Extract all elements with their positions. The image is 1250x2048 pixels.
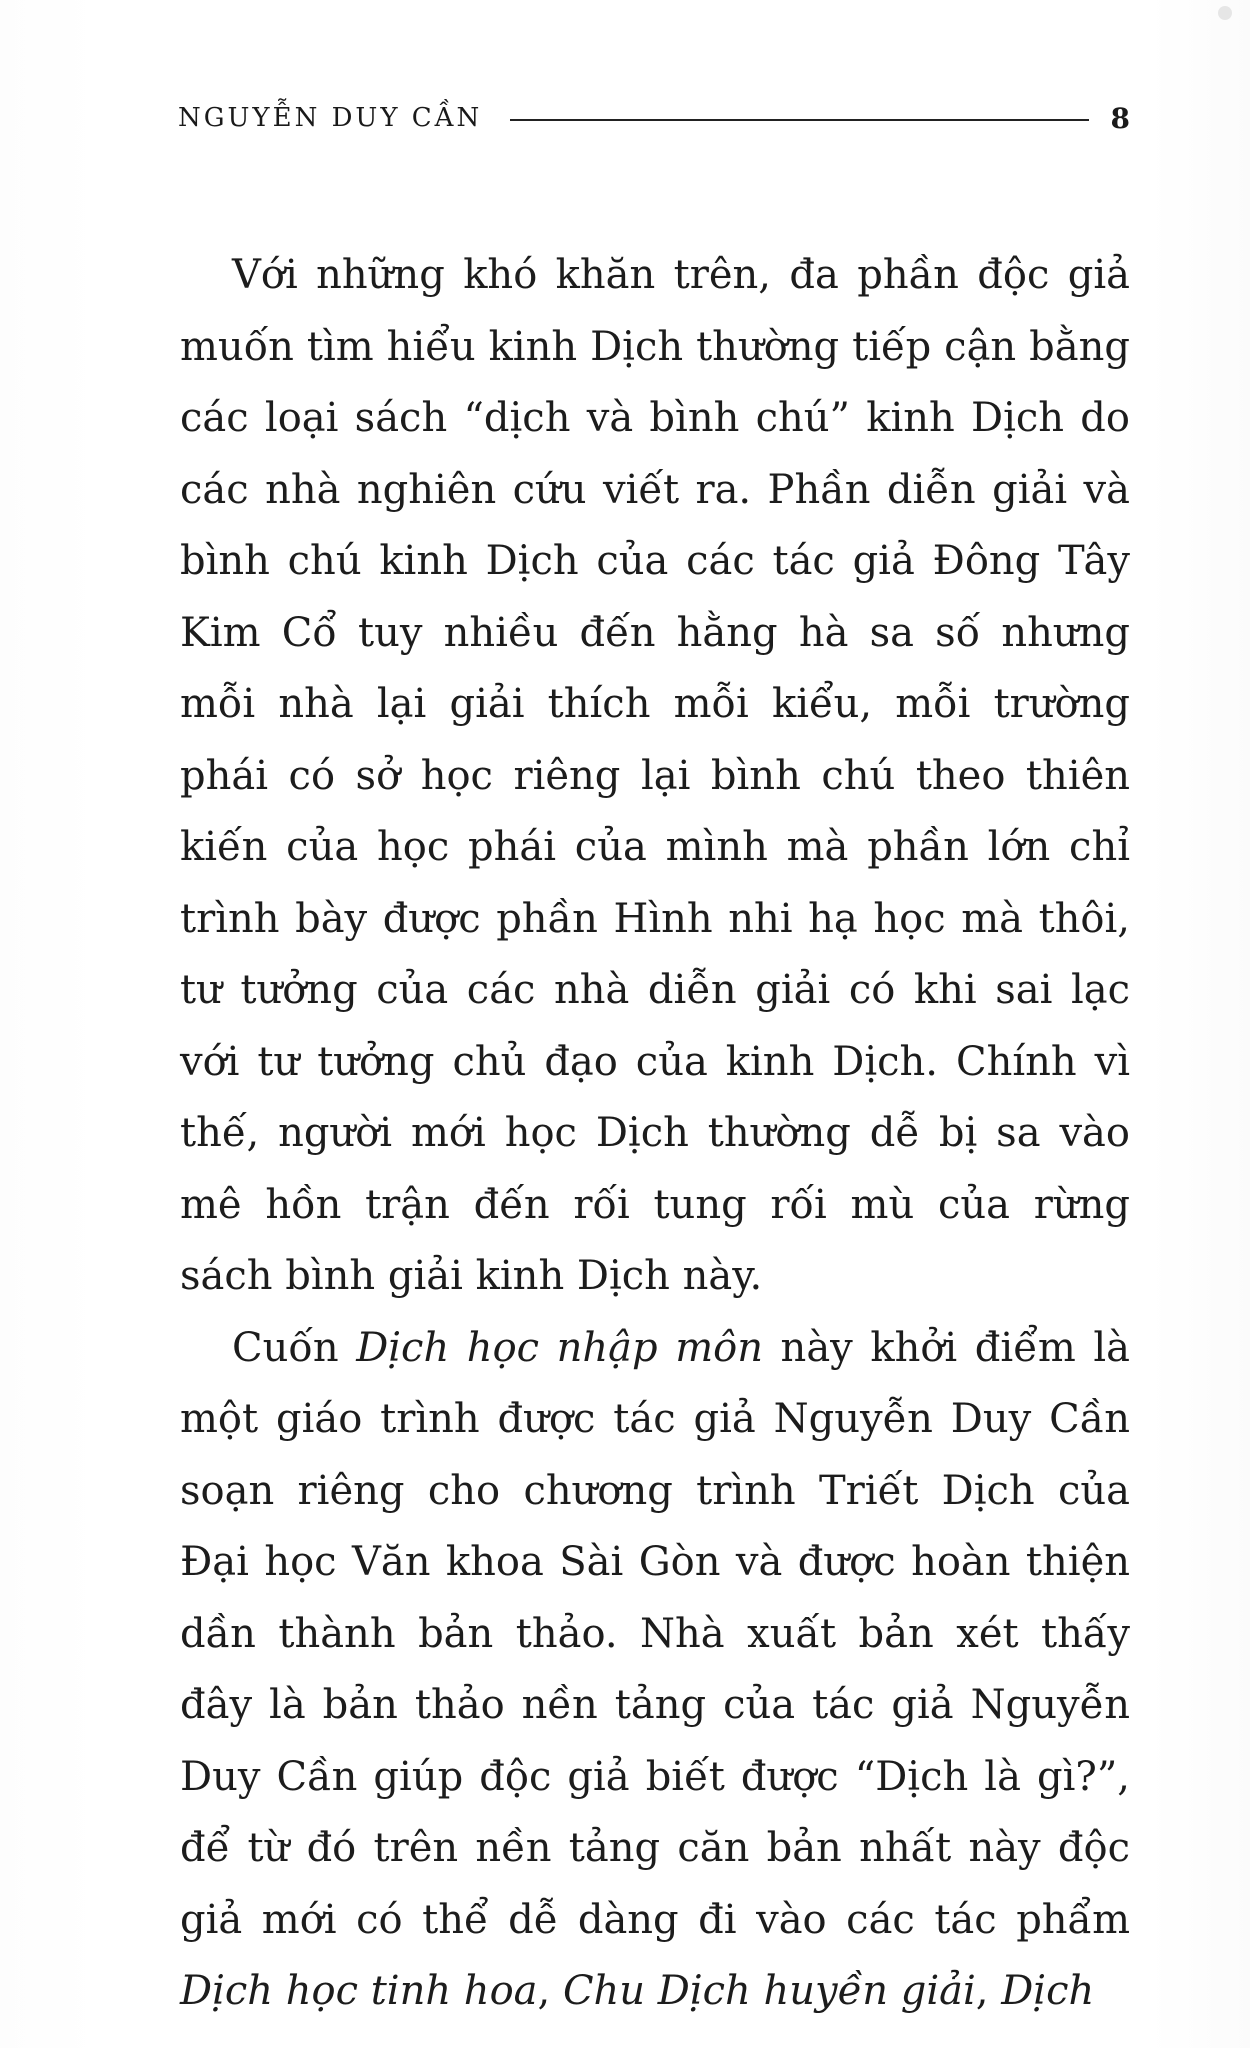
page-speck — [1218, 6, 1232, 20]
book-title-dich-hoc-nhap-mon: Dịch học nhập môn — [356, 1324, 763, 1371]
header-rule — [510, 119, 1088, 121]
running-header — [178, 98, 1130, 138]
paragraph-1 — [180, 240, 1130, 1313]
book-title-dich-hoc-tinh-hoa: Dịch học tinh hoa — [180, 1968, 538, 2014]
paragraph-2 — [180, 1313, 1130, 2028]
paragraph-2-text: , — [975, 1968, 1002, 2014]
book-title-dich: Dịch — [1001, 1968, 1095, 2014]
paragraph-2-text: này khởi điểm là một giáo trình được tác giả Nguyễn Duy Cần soạn riêng cho chương trình Triết Dịch của Đại học Văn khoa Sài Gòn và được hoàn thiện dần thành bản thảo. Nhà xuất bản xét thấy đây là bản thảo nền tảng của tác giả Nguyễn Duy Cần giúp độc giả biết được “Dịch là gì?”, để từ đó trên nền tảng căn bản nhất này độc giả mới có thể dễ dàng đi vào các tác phẩm — [180, 1324, 1130, 1943]
book-title-chu-dich-huyen-giai: Chu Dịch huyền giải — [562, 1968, 976, 2014]
body-text — [180, 240, 1130, 2028]
paragraph-2-text: , — [537, 1968, 563, 2014]
paragraph-2-text: Cuốn — [232, 1324, 357, 1371]
header-author: NGUYỄN DUY CẦN — [178, 103, 483, 133]
paragraph-1-text: Với những khó khăn trên, đa phần độc giả muốn tìm hiểu kinh Dịch thường tiếp cận bằng các loại sách “dịch và bình chú” kinh Dịch do các nhà nghiên cứu viết ra. Phần diễn giải và bình chú kinh Dịch của các tác giả Đông Tây Kim Cổ tuy nhiều đến hằng hà sa số nhưng mỗi nhà lại giải thích mỗi kiểu, mỗi trường phái có sở học riêng lại bình chú theo thiên kiến của học phái của mình mà phần lớn chỉ trình bày được phần Hình nhi hạ học mà thôi, tư tưởng của các nhà diễn giải có khi sai lạc với tư tưởng chủ đạo của kinh Dịch. Chính vì thế, người mới học Dịch thường dễ bị sa vào mê hồn trận đến rối tung rối mù của rừng sách bình giải kinh Dịch này. — [180, 252, 1130, 1299]
page-number: 8 — [1110, 101, 1130, 135]
